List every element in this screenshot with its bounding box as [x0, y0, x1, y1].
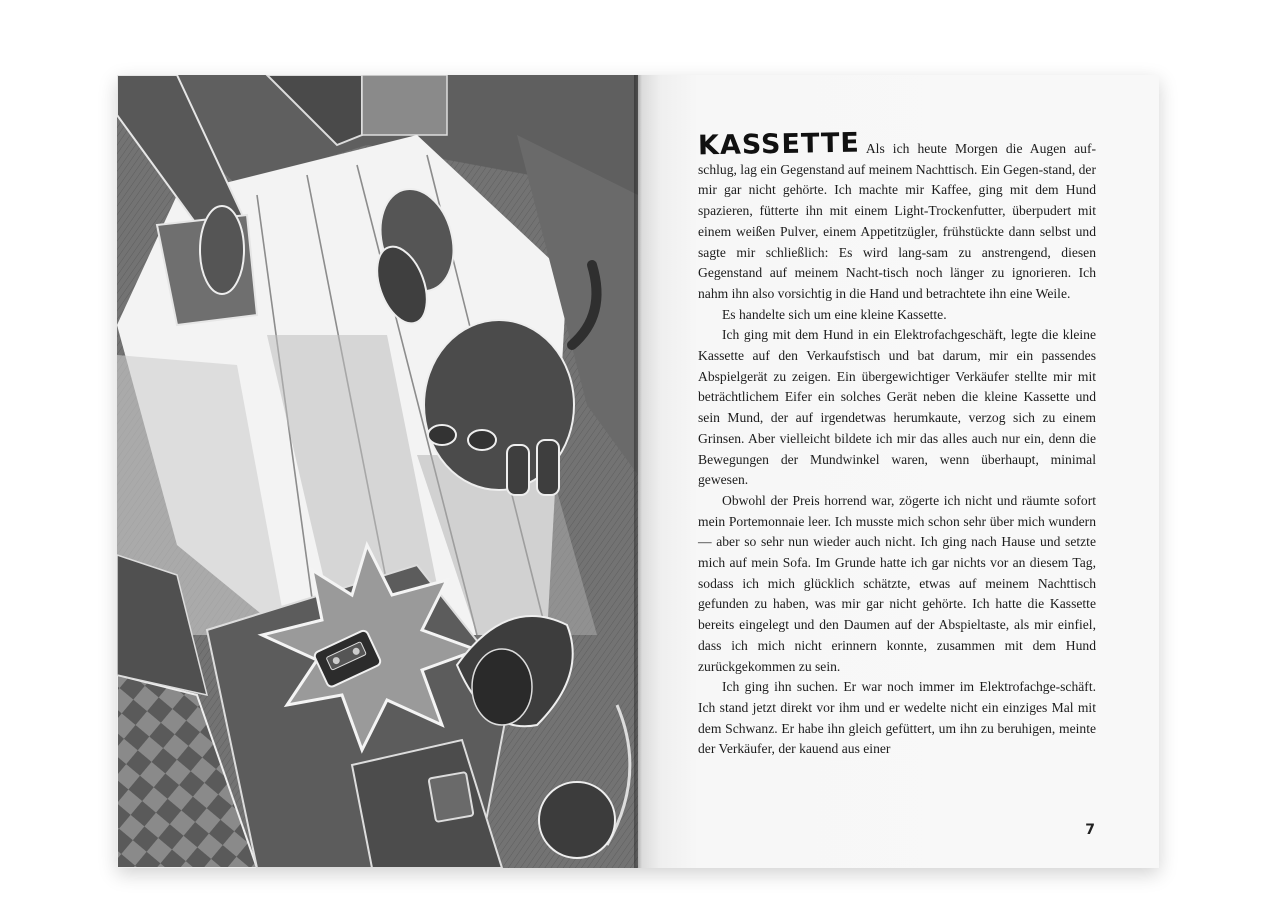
paragraph-1 [697, 127, 1096, 305]
paragraph-3: Ich ging mit dem Hund in ein Elektrofachgeschäft, legte die kleine Kassette auf den Verkaufstisch und bat darum, mir ein passendes Abspielgerät zu zeigen. Ein übergewichtiger Verkäufer stellte mir mit beträchtlichem Eifer ein solches Gerät neben die kleine Kassette und sein Mund, der auf irgendetwas herumkaute, verzog sich zu einem Grinsen. Aber vielleicht bildete ich mir das alles auch nur ein, denn die Bewegungen der Mundwinkel waren, wenn überhaupt, minimal gewesen. [698, 327, 1096, 488]
dog-and-cassette-drawing [117, 75, 638, 868]
text-page [638, 75, 1159, 868]
paragraph-1-text: Als ich heute Morgen die Augen auf-schlug, lag ein Gegenstand auf meinem Nachttisch. Ein Gegen-stand, der mir gar nicht gehörte. Ich machte mir Kaffee, ging mit dem Hund spazieren, fütterte ihn mit einem Light-Trockenfutter, überpudert mit einem weißen Pulver, einem Appetitzügler, frühstückte dann selbst und sagte mir schließlich: Es wird lang-sam zu anstrengend, diesen Gegenstand auf meinem Nacht-tisch noch länger zu ignorieren. Ich nahm ihn also vorsichtig in die Hand und betrachtete ihn eine Weile. [698, 141, 1096, 301]
page-number: 7 [1085, 822, 1095, 838]
paragraph-5: Ich ging ihn suchen. Er war noch immer im Elektrofachge-schäft. Ich stand jetzt direkt vor ihm und er wedelte nicht ein einziges Mal mit dem Schwanz. Er habe ihn gleich gefüttert, um ihn zu beruhigen, meinte der Verkäufer, der kauend aus einer [698, 679, 1096, 757]
open-book-spread [117, 75, 1159, 868]
story-text [697, 127, 1096, 760]
chapter-title: KASSETTE [697, 127, 861, 162]
paragraph-2: Es handelte sich um eine kleine Kassette. [722, 306, 947, 322]
pencil-illustration-page [117, 75, 638, 868]
paragraph-4: Obwohl der Preis horrend war, zögerte ich nicht und räumte sofort mein Portemonnaie leer. Ich musste mich schon sehr über mich wundern — aber so sehr nun wieder auch nicht. Ich ging nach Hause und setzte mich auf mein Sofa. Im Grunde hatte ich gar nichts vor an diesem Tag, sodass ich mich glücklich schätzte, etwas auf meinem Nachttisch gefunden zu haben, was mir gar nicht gehörte. Ich hatte die Kassette bereits eingelegt und den Daumen auf der Abspieltaste, als mir einfiel, dass ich mich nicht erinnern konnte, zusammen mit dem Hund zurückgekommen zu sein. [698, 492, 1096, 674]
book-gutter [634, 75, 642, 868]
